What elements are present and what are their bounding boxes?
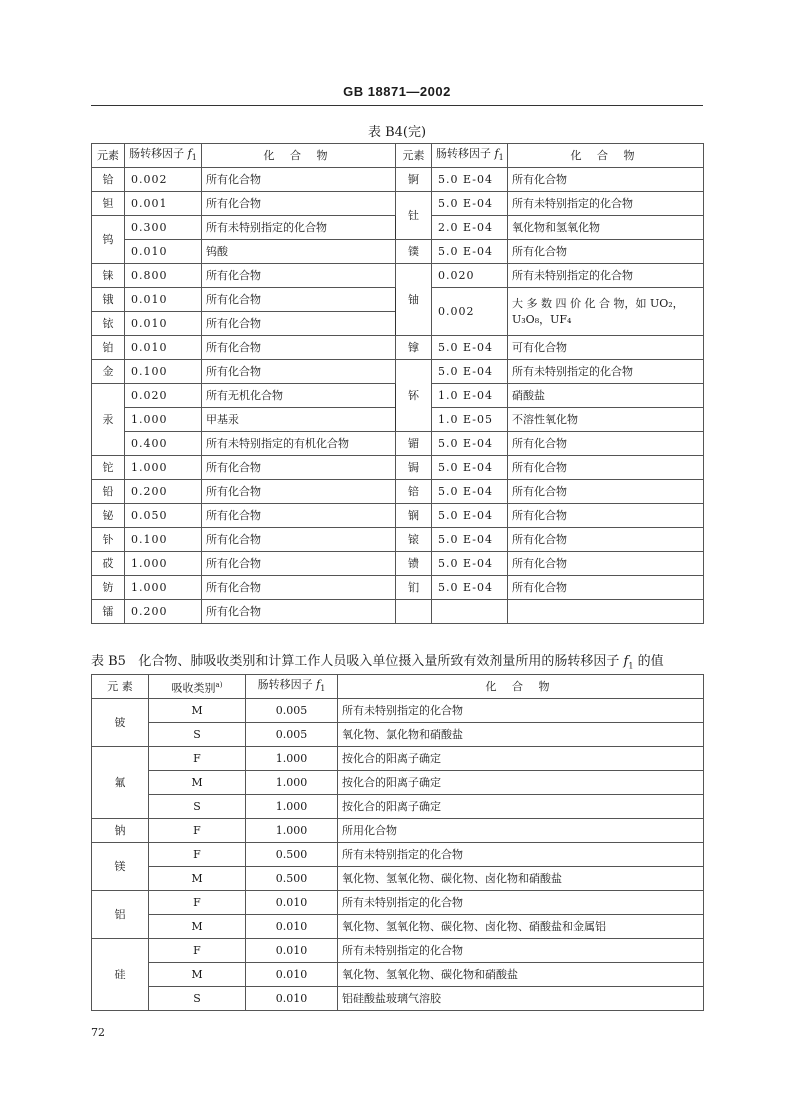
table-header-row — [92, 144, 704, 168]
factor-cell: 0.300 — [125, 216, 202, 240]
absorption-cell: F — [149, 747, 246, 771]
table-row — [92, 456, 704, 480]
element-cell: 金 — [92, 360, 125, 384]
absorption-cell: F — [149, 939, 246, 963]
element-cell: 锇 — [92, 288, 125, 312]
compound-cell: 硝酸盐 — [508, 384, 704, 408]
header-compound: 化 合 物 — [508, 144, 704, 168]
element-cell: 砹 — [92, 552, 125, 576]
compound-cell: 所用化合物 — [338, 819, 704, 843]
compound-cell: 所有化合物 — [508, 456, 704, 480]
factor-cell: 5.0 E-04 — [432, 504, 508, 528]
factor-cell: 5.0 E-04 — [432, 528, 508, 552]
compound-cell: 所有未特别指定的化合物 — [338, 891, 704, 915]
table-row — [92, 723, 704, 747]
element-cell: 铊 — [92, 456, 125, 480]
page-number: 72 — [91, 1026, 105, 1039]
element-cell: 锎 — [396, 504, 432, 528]
header-element: 元 素 — [92, 675, 149, 699]
factor-cell: 0.010 — [125, 288, 202, 312]
compound-cell: 按化合的阳离子确定 — [338, 747, 704, 771]
table-header-row — [92, 675, 704, 699]
element-cell: 铍 — [92, 699, 149, 747]
compound-cell: 所有化合物 — [508, 432, 704, 456]
factor-cell: 1.000 — [125, 552, 202, 576]
table-row — [92, 699, 704, 723]
factor-cell: 5.0 E-04 — [432, 360, 508, 384]
absorption-cell: S — [149, 795, 246, 819]
factor-cell: 0.400 — [125, 432, 202, 456]
compound-cell: 所有未特别指定的化合物 — [338, 699, 704, 723]
compound-cell: 所有化合物 — [202, 264, 396, 288]
compound-cell: 所有化合物 — [508, 168, 704, 192]
factor-cell: 1.000 — [246, 747, 338, 771]
factor-cell: 0.010 — [246, 915, 338, 939]
absorption-cell: F — [149, 843, 246, 867]
factor-cell: 5.0 E-04 — [432, 576, 508, 600]
table-row — [92, 600, 704, 624]
absorption-cell: F — [149, 819, 246, 843]
table-row — [92, 432, 704, 456]
compound-cell: 所有化合物 — [202, 168, 396, 192]
table-row — [92, 747, 704, 771]
element-cell: 锕 — [396, 168, 432, 192]
element-cell: 汞 — [92, 384, 125, 456]
compound-cell: 所有化合物 — [202, 600, 396, 624]
factor-cell: 0.002 — [432, 288, 508, 336]
table-row — [92, 192, 704, 216]
compound-cell: 所有化合物 — [202, 192, 396, 216]
factor-cell: 2.0 E-04 — [432, 216, 508, 240]
table-row — [92, 963, 704, 987]
compound-cell: 氧化物、氢氧化物、碳化物和硝酸盐 — [338, 963, 704, 987]
factor-cell: 0.005 — [246, 699, 338, 723]
absorption-cell: M — [149, 867, 246, 891]
table-row — [92, 843, 704, 867]
compound-cell: 按化合的阳离子确定 — [338, 795, 704, 819]
factor-cell: 0.010 — [246, 963, 338, 987]
factor-cell: 1.0 E-05 — [432, 408, 508, 432]
factor-cell: 1.000 — [246, 819, 338, 843]
compound-cell: 氧化物、氢氧化物、碳化物、卤化物、硝酸盐和金属铝 — [338, 915, 704, 939]
header-absorption: 吸收类别$^{a)}$ — [149, 675, 246, 699]
element-cell: 镅 — [396, 432, 432, 456]
factor-cell: 5.0 E-04 — [432, 168, 508, 192]
compound-cell: 所有化合物 — [202, 360, 396, 384]
compound-cell: 甲基汞 — [202, 408, 396, 432]
table-row — [92, 795, 704, 819]
element-cell: 锿 — [396, 528, 432, 552]
factor-cell: 5.0 E-04 — [432, 432, 508, 456]
factor-cell: 0.500 — [246, 843, 338, 867]
factor-cell: 0.010 — [246, 891, 338, 915]
factor-cell: 1.0 E-04 — [432, 384, 508, 408]
compound-cell: 所有化合物 — [202, 528, 396, 552]
compound-cell: 所有化合物 — [202, 576, 396, 600]
absorption-cell: M — [149, 699, 246, 723]
table-b4-caption: 表 B4(完) — [367, 125, 427, 140]
compound-cell: 所有化合物 — [508, 504, 704, 528]
element-cell: 钫 — [92, 576, 125, 600]
element-cell: 铱 — [92, 312, 125, 336]
compound-cell: 所有化合物 — [202, 504, 396, 528]
compound-cell: 不溶性氧化物 — [508, 408, 704, 432]
compound-cell: 所有未特别指定的有机化合物 — [202, 432, 396, 456]
element-cell: 钋 — [92, 528, 125, 552]
factor-cell: 0.005 — [246, 723, 338, 747]
factor-cell: 5.0 E-04 — [432, 240, 508, 264]
factor-cell: 0.010 — [125, 336, 202, 360]
element-cell: 钽 — [92, 192, 125, 216]
compound-cell: 所有化合物 — [202, 552, 396, 576]
element-cell: 镤 — [396, 240, 432, 264]
element-cell: 铂 — [92, 336, 125, 360]
compound-cell: 可有化合物 — [508, 336, 704, 360]
element-cell: 钍 — [396, 192, 432, 240]
compound-cell: 氧化物、氢氧化物、碳化物、卤化物和硝酸盐 — [338, 867, 704, 891]
element-cell: 硅 — [92, 939, 149, 1011]
compound-cell: 所有未特别指定的化合物 — [508, 360, 704, 384]
element-cell: 锫 — [396, 480, 432, 504]
compound-cell: 所有未特别指定的化合物 — [202, 216, 396, 240]
table-b5-caption: 表 B5 化合物、肺吸收类别和计算工作人员吸入单位摄入量所致有效剂量所用的肠转移因子 $f_1$ 的值 — [91, 654, 664, 671]
table-b5 — [91, 674, 704, 1011]
element-cell: 铼 — [92, 264, 125, 288]
factor-cell: 5.0 E-04 — [432, 336, 508, 360]
compound-cell: 所有化合物 — [202, 456, 396, 480]
table-row — [92, 168, 704, 192]
factor-cell: 1.000 — [246, 771, 338, 795]
compound-cell: 所有化合物 — [508, 552, 704, 576]
header-element: 元素 — [396, 144, 432, 168]
element-cell: 钚 — [396, 360, 432, 432]
factor-cell: 0.020 — [432, 264, 508, 288]
absorption-cell: M — [149, 915, 246, 939]
compound-cell: 所有未特别指定的化合物 — [338, 939, 704, 963]
empty-cell — [508, 600, 704, 624]
factor-cell: 1.000 — [125, 408, 202, 432]
element-cell: 镁 — [92, 843, 149, 891]
compound-cell: 所有化合物 — [202, 288, 396, 312]
element-cell: 铪 — [92, 168, 125, 192]
table-row — [92, 360, 704, 384]
table-row — [92, 771, 704, 795]
table-row — [92, 939, 704, 963]
header-compound: 化 合 物 — [338, 675, 704, 699]
factor-cell: 1.000 — [125, 456, 202, 480]
table-row — [92, 576, 704, 600]
absorption-cell: M — [149, 963, 246, 987]
factor-cell: 0.010 — [125, 312, 202, 336]
header-rule — [91, 105, 703, 106]
factor-cell: 5.0 E-04 — [432, 552, 508, 576]
compound-cell: 所有未特别指定的化合物 — [508, 192, 704, 216]
element-cell: 锔 — [396, 456, 432, 480]
compound-cell: 所有未特别指定的化合物 — [508, 264, 704, 288]
factor-cell: 5.0 E-04 — [432, 480, 508, 504]
factor-cell: 0.001 — [125, 192, 202, 216]
compound-cell: 所有未特别指定的化合物 — [338, 843, 704, 867]
compound-cell: 所有化合物 — [508, 576, 704, 600]
factor-cell: 0.050 — [125, 504, 202, 528]
element-cell: 镎 — [396, 336, 432, 360]
factor-cell: 0.200 — [125, 600, 202, 624]
table-row — [92, 819, 704, 843]
table-b4 — [91, 143, 704, 624]
compound-cell: 所有化合物 — [202, 480, 396, 504]
absorption-cell: S — [149, 987, 246, 1011]
factor-cell: 0.800 — [125, 264, 202, 288]
header-factor: 肠转移因子 $f_1$ — [125, 144, 202, 168]
absorption-cell: F — [149, 891, 246, 915]
compound-cell: 所有化合物 — [508, 528, 704, 552]
compound-cell: 氧化物、氯化物和硝酸盐 — [338, 723, 704, 747]
element-cell: 氟 — [92, 747, 149, 819]
compound-cell: 所有化合物 — [202, 312, 396, 336]
factor-cell: 0.500 — [246, 867, 338, 891]
table-row — [92, 240, 704, 264]
table-row — [92, 987, 704, 1011]
factor-cell: 1.000 — [125, 576, 202, 600]
element-cell: 钔 — [396, 576, 432, 600]
absorption-cell: M — [149, 771, 246, 795]
header-factor: 肠转移因子 $f_1$ — [432, 144, 508, 168]
table-row — [92, 336, 704, 360]
absorption-cell: S — [149, 723, 246, 747]
element-cell: 钨 — [92, 216, 125, 264]
compound-cell: 所有无机化合物 — [202, 384, 396, 408]
element-cell: 铝 — [92, 891, 149, 939]
factor-cell: 5.0 E-04 — [432, 456, 508, 480]
table-row — [92, 915, 704, 939]
empty-cell — [432, 600, 508, 624]
factor-cell: 0.020 — [125, 384, 202, 408]
factor-cell: 0.010 — [246, 939, 338, 963]
table-row — [92, 552, 704, 576]
header-factor: 肠转移因子 $f_1$ — [246, 675, 338, 699]
table-row — [92, 528, 704, 552]
compound-cell: 氧化物和氢氧化物 — [508, 216, 704, 240]
compound-cell: 所有化合物 — [202, 336, 396, 360]
element-cell: 钠 — [92, 819, 149, 843]
compound-cell: 所有化合物 — [508, 480, 704, 504]
factor-cell: 1.000 — [246, 795, 338, 819]
factor-cell: 0.100 — [125, 528, 202, 552]
header-compound: 化 合 物 — [202, 144, 396, 168]
compound-cell: 所有化合物 — [508, 240, 704, 264]
element-cell: 镄 — [396, 552, 432, 576]
element-cell: 铀 — [396, 264, 432, 336]
factor-cell: 0.200 — [125, 480, 202, 504]
table-row — [92, 264, 704, 288]
factor-cell: 0.010 — [246, 987, 338, 1011]
compound-cell: 铝硅酸盐玻璃气溶胶 — [338, 987, 704, 1011]
table-row — [92, 480, 704, 504]
compound-cell: 钨酸 — [202, 240, 396, 264]
table-row — [92, 504, 704, 528]
factor-cell: 5.0 E-04 — [432, 192, 508, 216]
factor-cell: 0.002 — [125, 168, 202, 192]
table-row — [92, 867, 704, 891]
table-row — [92, 891, 704, 915]
header-element: 元素 — [92, 144, 125, 168]
compound-cell: 大 多 数 四 价 化 合 物，如 UO₂，U₃O₈，UF₄ — [508, 288, 704, 336]
element-cell: 铅 — [92, 480, 125, 504]
element-cell: 铋 — [92, 504, 125, 528]
element-cell: 镭 — [92, 600, 125, 624]
compound-cell: 按化合的阳离子确定 — [338, 771, 704, 795]
document-header: GB 18871—2002 — [343, 84, 451, 99]
empty-cell — [396, 600, 432, 624]
factor-cell: 0.100 — [125, 360, 202, 384]
factor-cell: 0.010 — [125, 240, 202, 264]
